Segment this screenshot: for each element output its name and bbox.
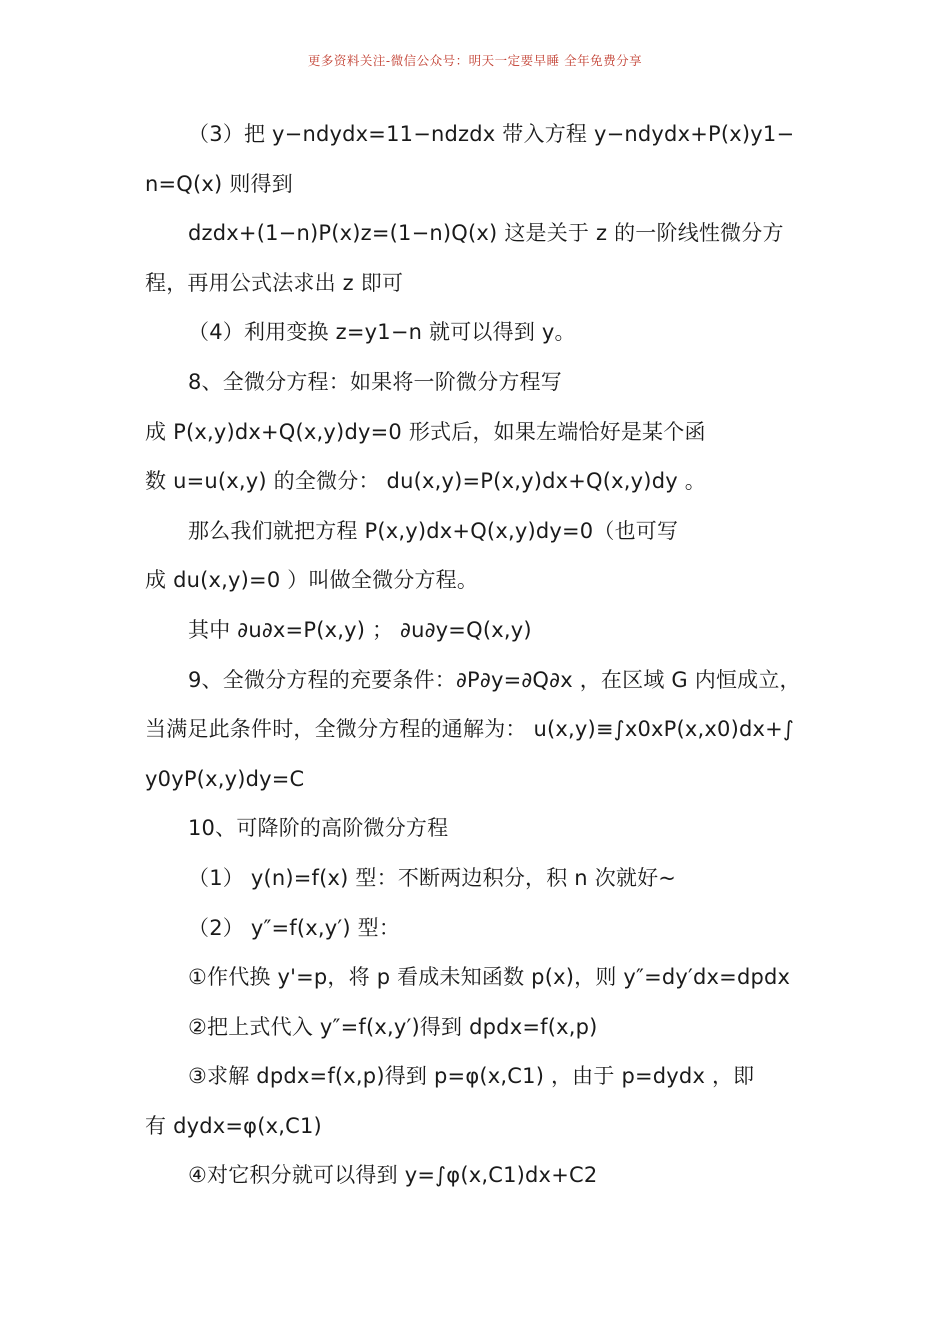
document-body xyxy=(145,110,815,1201)
section-heading-10: 10、可降阶的高阶微分方程 xyxy=(188,816,449,841)
text-line: 程，再用公式法求出 z 即可 xyxy=(145,270,404,295)
text-line: 成 du(x,y)=0 ）叫做全微分方程。 xyxy=(145,568,479,593)
text-line: （2） y″=f(x,y′) 型： xyxy=(188,915,401,940)
text-line: ④对它积分就可以得到 y=∫φ(x,C1)dx+C2 xyxy=(188,1163,598,1188)
text-line: 成 P(x,y)dx+Q(x,y)dy=0 形式后，如果左端恰好是某个函 xyxy=(145,419,706,444)
text-line: （4）利用变换 z=y1−n 就可以得到 y。 xyxy=(188,320,576,345)
text-line: y0yP(x,y)dy=C xyxy=(145,766,305,791)
text-line: 当满足此条件时，全微分方程的通解为： u(x,y)≡∫x0xP(x,x0)dx+∫ xyxy=(145,717,795,742)
text-line: 那么我们就把方程 P(x,y)dx+Q(x,y)dy=0（也可写 xyxy=(188,518,679,543)
text-line: n=Q(x) 则得到 xyxy=(145,171,293,196)
text-line: 有 dydx=φ(x,C1) xyxy=(145,1113,322,1138)
text-line: 其中 ∂u∂x=P(x,y) ； ∂u∂y=Q(x,y) xyxy=(188,617,532,642)
section-heading-9: 9、全微分方程的充要条件：∂P∂y=∂Q∂x ，在区域 G 内恒成立， xyxy=(188,667,801,692)
header-note: 更多资料关注-微信公众号：明天一定要早睡 全年免费分享 xyxy=(307,53,643,68)
text-line: ①作代换 y'=p，将 p 看成未知函数 p(x)，则 y″=dy′dx=dpdx xyxy=(188,965,791,990)
text-line: ②把上式代入 y″=f(x,y′)得到 dpdx=f(x,p) xyxy=(188,1014,598,1039)
text-line: 数 u=u(x,y) 的全微分： du(x,y)=P(x,y)dx+Q(x,y)dy 。 xyxy=(145,469,706,494)
text-line: （3）把 y−ndydx=11−ndzdx 带入方程 y−ndydx+P(x)y1− xyxy=(188,122,795,146)
section-heading-8: 8、全微分方程：如果将一阶微分方程写 xyxy=(188,369,562,394)
text-line: dzdx+(1−n)P(x)z=(1−n)Q(x) 这是关于 z 的一阶线性微分方 xyxy=(188,221,784,246)
text-line: ③求解 dpdx=f(x,p)得到 p=φ(x,C1) ，由于 p=dydx ，即 xyxy=(188,1064,755,1089)
text-line: （1） y(n)=f(x) 型：不断两边积分，积 n 次就好~ xyxy=(188,865,677,890)
